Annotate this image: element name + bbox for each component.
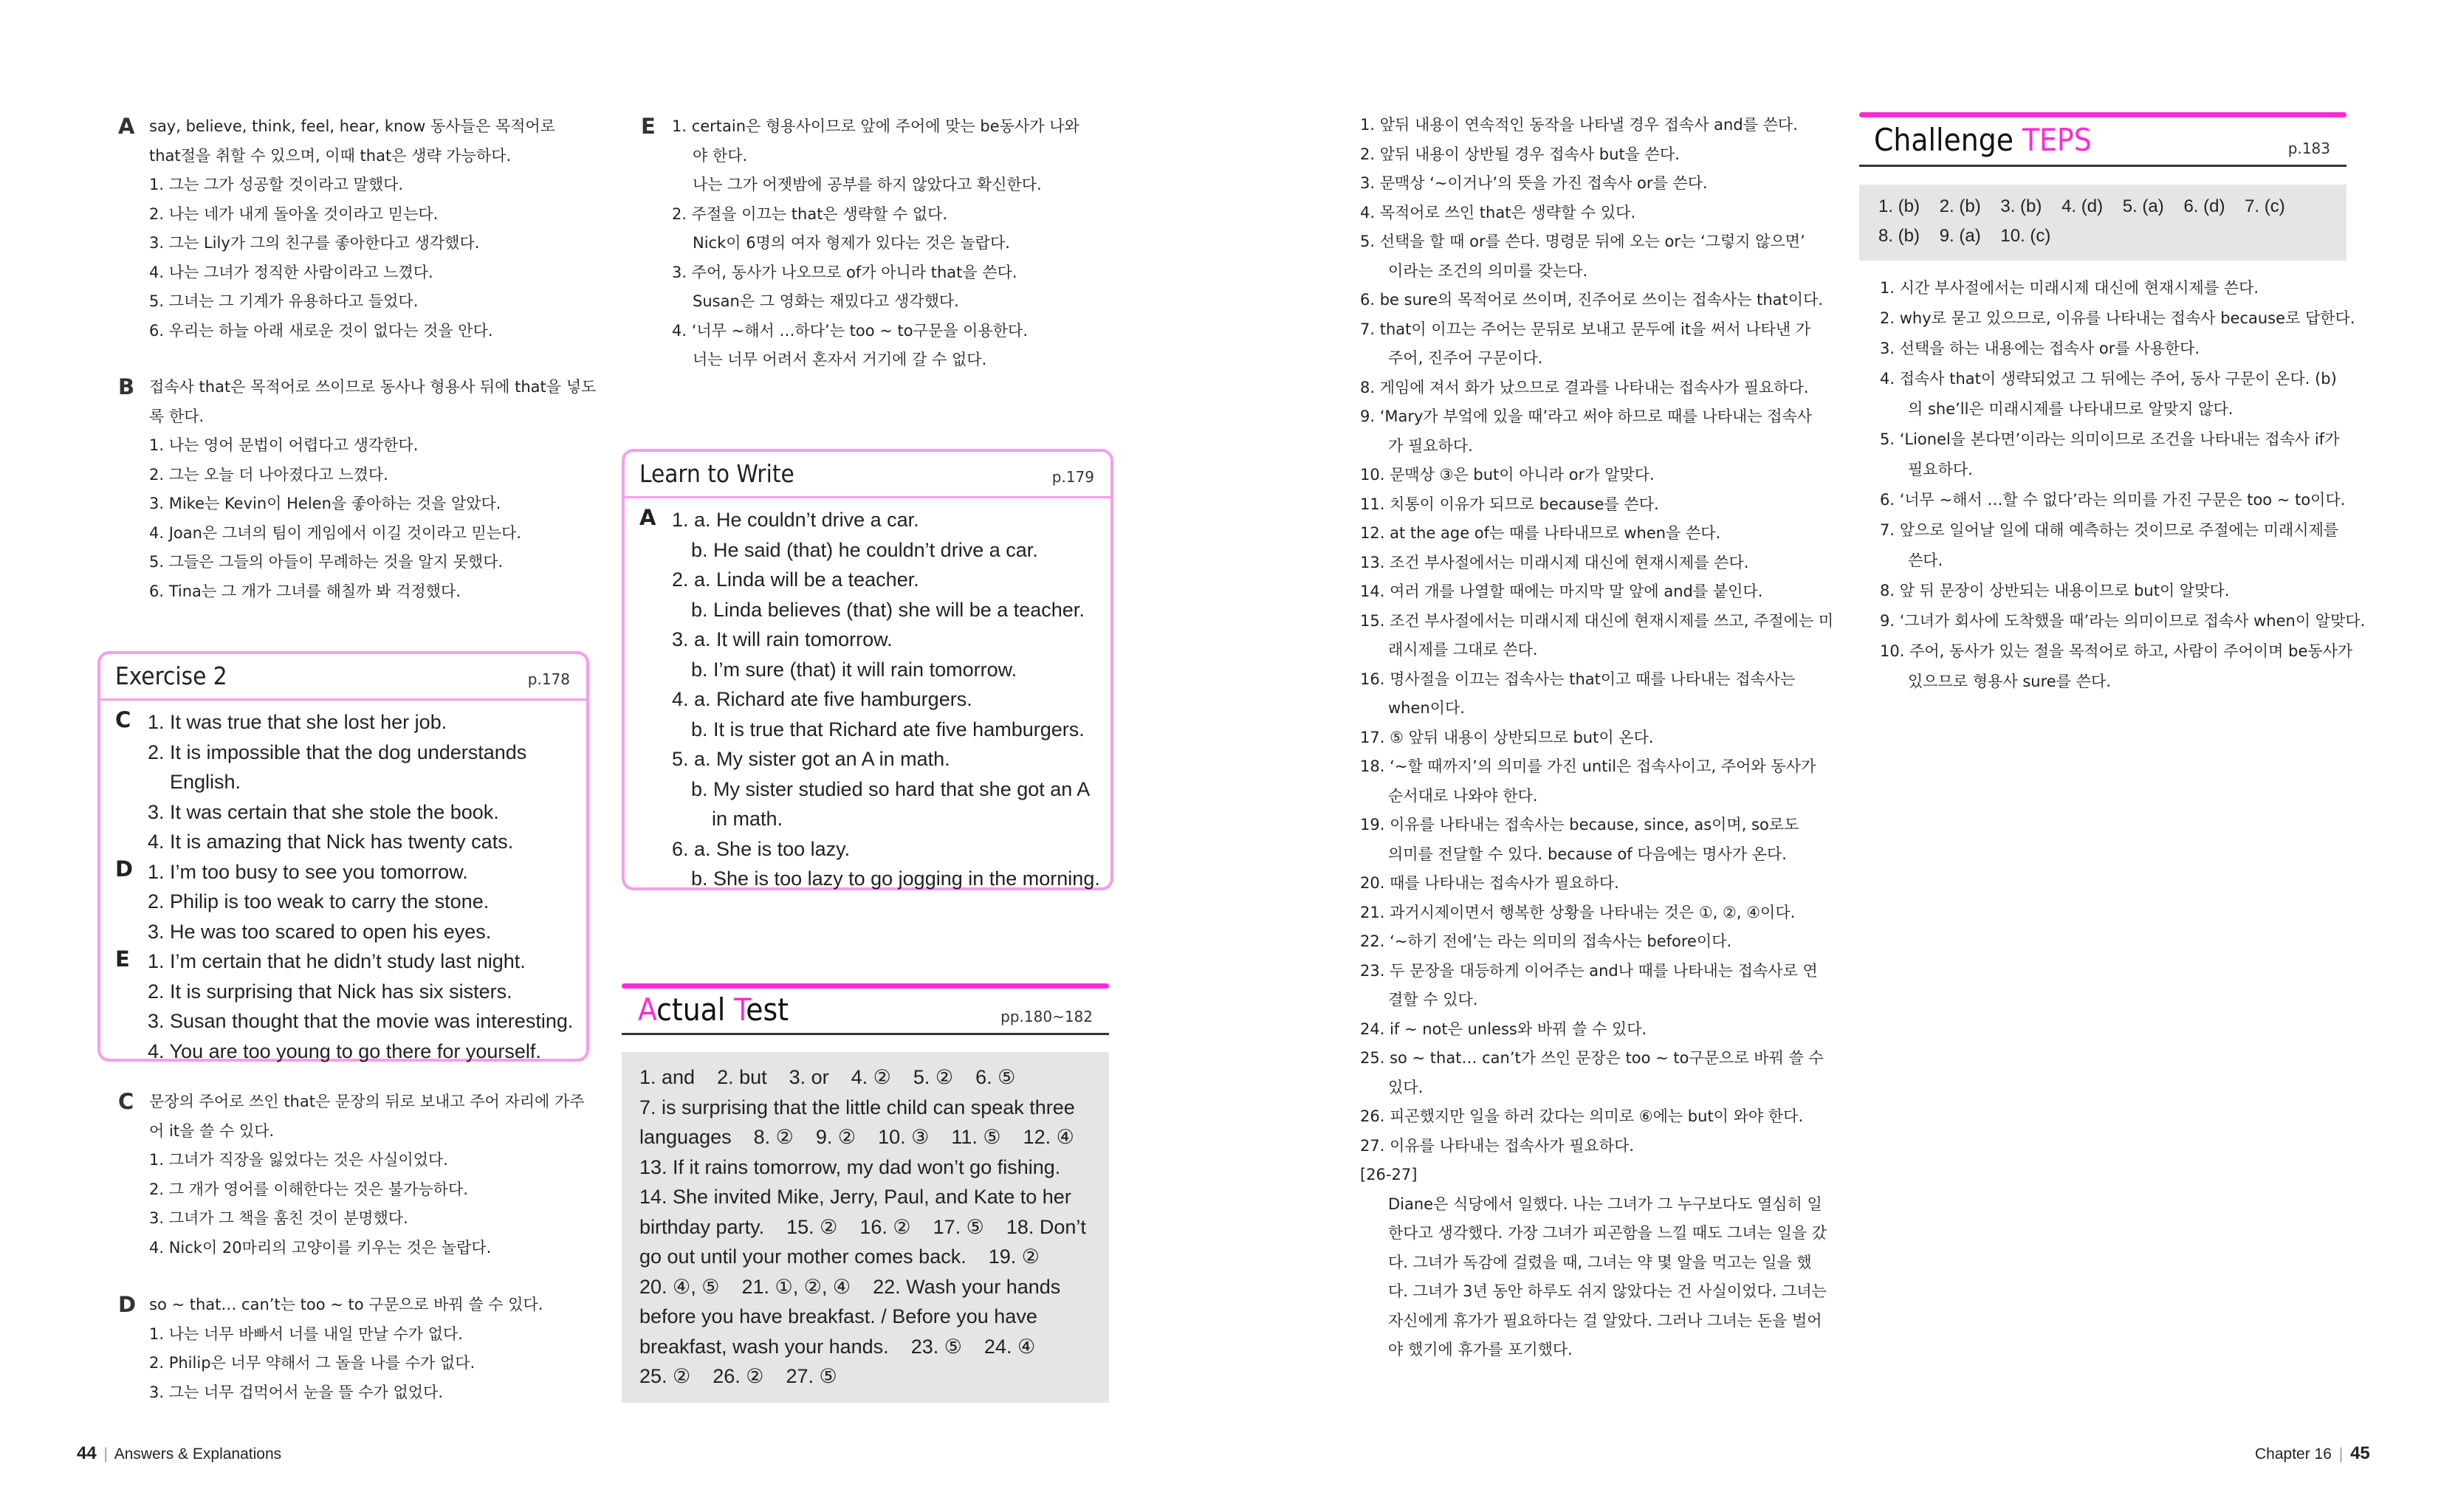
explanation-line: 7. 앞으로 일어날 일에 대해 예측하는 것이므로 주절에는 미래시제를 [1880, 521, 2339, 539]
explanation-line: 23. 두 문장을 대등하게 이어주는 and나 때를 나타내는 접속사로 연 [1360, 961, 1818, 980]
answer-line: 4. It is amazing that Nick has twenty cats. [148, 831, 514, 853]
explanation-line: 한다고 생각했다. 가장 그녀가 피곤함을 느낄 때도 그녀는 일을 갔 [1388, 1224, 1827, 1242]
answer-line: b. I’m sure (that) it will rain tomorrow. [691, 658, 1017, 681]
text-line: 야 한다. [693, 146, 748, 165]
learn-to-write-box [622, 449, 1113, 890]
explanation-line: 8. 게임에 져서 화가 났으므로 결과를 나타내는 접속사가 필요하다. [1360, 378, 1809, 396]
answer-line: b. My sister studied so hard that she got an A [691, 777, 1091, 800]
answer-line: birthday party. 15. ② 16. ② 17. ⑤ 18. Don’t [639, 1215, 1086, 1238]
footer-text: Answers & Explanations [114, 1446, 282, 1463]
answer-line: 2. Philip is too weak to carry the stone. [148, 890, 490, 913]
section-label: A [639, 505, 656, 530]
challenge-explanations [1880, 273, 2366, 697]
explanation-line: 야 했기에 휴가를 포기했다. [1388, 1341, 1573, 1358]
explanation-line: 6. ‘너무 ~해서 …할 수 없다’라는 의미를 가진 구문은 too ~ to이다. [1880, 491, 2346, 509]
explanation-line: 있다. [1388, 1078, 1424, 1096]
explanation-line: 다. 그녀가 독감에 걸렸을 때, 그녀는 약 몇 알을 먹고는 일을 했 [1388, 1253, 1812, 1271]
answer-line: 4. Joan은 그녀의 팀이 게임에서 이길 것이라고 믿는다. [149, 523, 522, 542]
footer-divider: | [103, 1446, 109, 1463]
section-label: C [118, 1089, 134, 1114]
actual-test-answers [622, 1052, 1109, 1403]
explanation-line: 5. 선택을 할 때 or를 쓴다. 명령문 뒤에 오는 or는 ‘그렇지 않으면’ [1360, 233, 1805, 250]
explanation-line: 필요하다. [1908, 461, 1973, 478]
answer-row: 1. (b) 2. (b) 3. (b) 4. (d) 5. (a) 6. (d) 7. (c) [1878, 196, 2285, 216]
explanation-line: 26. 피곤했지만 일을 하러 갔다는 의미로 ⑥에는 but이 와야 한다. [1360, 1107, 1804, 1125]
explanation-line: 의 she’ll은 미래시제를 나타내므로 알맞지 않다. [1908, 400, 2234, 418]
answer-line: 1. 나는 영어 문법이 어렵다고 생각한다. [149, 436, 419, 454]
answer-line: 20. ④, ⑤ 21. ①, ②, ④ 22. Wash your hands [639, 1275, 1061, 1298]
explanation-line: 20. 때를 나타내는 접속사가 필요하다. [1360, 874, 1619, 892]
explanation-line: 7. that이 이끄는 주어는 문뒤로 보내고 문두에 it을 써서 나타낸 가 [1360, 320, 1811, 338]
explanation-line: 6. be sure의 목적어로 쓰이며, 진주어로 쓰이는 접속사는 that이다. [1360, 291, 1824, 309]
box-title: Exercise 2 [115, 662, 227, 690]
explanation-line: 3. 선택을 하는 내용에는 접속사 or를 사용한다. [1880, 340, 2200, 357]
explanation-line: 13. 조건 부사절에서는 미래시제 대신에 현재시제를 쓴다. [1360, 553, 1749, 571]
explanation-line: 주어, 진주어 구문이다. [1388, 349, 1543, 367]
explanation-line: 3. 문맥상 ‘~이거나’의 뜻을 가진 접속사 or를 쓴다. [1360, 174, 1708, 192]
explanation-line: 2. why로 묻고 있으므로, 이유를 나타내는 접속사 because로 답한다. [1880, 309, 2355, 327]
footer-divider: | [2338, 1446, 2344, 1463]
text-line: 어 it을 쓸 수 있다. [149, 1121, 275, 1140]
answer-line: 3. 그녀가 그 책을 훔친 것이 분명했다. [149, 1209, 408, 1227]
answer-line: 4. Nick이 20마리의 고양이를 키우는 것은 놀랍다. [149, 1238, 492, 1257]
accent-top-line [622, 983, 1109, 989]
text-line: 문장의 주어로 쓰인 that은 문장의 뒤로 보내고 주어 자리에 가주 [149, 1093, 585, 1110]
section-label: B [118, 374, 135, 399]
answer-line: 3. Mike는 Kevin이 Helen을 좋아하는 것을 알았다. [149, 495, 501, 512]
box-title: Learn to Write [639, 459, 794, 488]
answer-line: in math. [712, 808, 783, 830]
text-line: say, believe, think, feel, hear, know 동사들은 목적어로 [149, 117, 555, 135]
explanation-line: 8. 앞 뒤 문장이 상반되는 내용이므로 but이 알맞다. [1880, 582, 2230, 599]
answer-line: 3. a. It will rain tomorrow. [672, 628, 893, 650]
explanation-line: 1. 앞뒤 내용이 연속적인 동작을 나타낼 경우 접속사 and를 쓴다. [1360, 116, 1798, 134]
answer-line: 6. Tina는 그 개가 그녀를 해칠까 봐 걱정했다. [149, 582, 461, 600]
section-e-explanation [641, 112, 1113, 375]
actual-test-header [622, 989, 1109, 1035]
answer-line: 1. 나는 너무 바빠서 너를 내일 만날 수가 없다. [149, 1324, 463, 1343]
page-reference: p.179 [1051, 468, 1094, 486]
explanation-line: 자신에게 휴가가 필요하다는 걸 알았다. 그러나 그녀는 돈을 벌어 [1388, 1311, 1822, 1330]
explanation-line: 11. 치통이 이유가 되므로 because를 쓴다. [1360, 495, 1659, 513]
answer-line: 2. Philip은 너무 약해서 그 돌을 나를 수가 없다. [149, 1354, 476, 1372]
answer-line: 4. a. Richard ate five hamburgers. [672, 688, 972, 710]
answer-line: 3. 그는 Lily가 그의 친구를 좋아한다고 생각했다. [149, 234, 480, 252]
answer-line: 1. and 2. but 3. or 4. ② 5. ② 6. ⑤ [639, 1066, 1016, 1088]
explanation-line: 9. ‘그녀가 회사에 도착했을 때’라는 의미이므로 접속사 when이 알맞다. [1880, 612, 2366, 630]
section-label: A [118, 114, 135, 139]
answer-line: before you have breakfast. / Before you have [639, 1305, 1037, 1327]
answer-line: 2. 나는 네가 내게 돌아올 것이라고 믿는다. [149, 205, 439, 223]
box-header [100, 654, 586, 701]
answer-line: 1. It was true that she lost her job. [148, 711, 447, 733]
explanation-line: 10. 문맥상 ③은 but이 아니라 or가 알맞다. [1360, 466, 1655, 484]
text-line: 4. ‘너무 ~해서 …하다’는 too ~ to구문을 이용한다. [672, 321, 1028, 340]
answer-line: 7. is surprising that the little child can speak three [639, 1096, 1075, 1118]
answer-line: go out until your mother comes back. 19. ② [639, 1245, 1040, 1268]
answer-line: 2. It is impossible that the dog understands [148, 740, 527, 763]
challenge-header [1859, 117, 2346, 167]
answer-line: breakfast, wash your hands. 23. ⑤ 24. ④ [639, 1335, 1036, 1358]
explanation-line: Diane은 식당에서 일했다. 나는 그녀가 그 누구보다도 열심히 일 [1388, 1195, 1822, 1213]
page-reference: p.178 [527, 670, 570, 688]
text-line: 1. certain은 형용사이므로 앞에 주어에 맞는 be동사가 나와 [672, 117, 1079, 135]
answer-line: 5. a. My sister got an A in math. [672, 748, 950, 770]
explanation-line: 22. ‘~하기 전에’는 라는 의미의 접속사는 before이다. [1360, 932, 1732, 950]
answer-row: 8. (b) 9. (a) 10. (c) [1878, 226, 2051, 246]
explanation-line: 15. 조건 부사절에서는 미래시제 대신에 현재시제를 쓰고, 주절에는 미 [1360, 611, 1834, 630]
right-footer [2255, 1443, 2370, 1464]
text-line: that절을 취할 수 있으며, 이때 that은 생략 가능하다. [149, 146, 512, 165]
translation-line: Nick이 6명의 여자 형제가 있다는 것은 놀랍다. [693, 234, 1010, 252]
answer-line: 13. If it rains tomorrow, my dad won’t go fishing. [639, 1155, 1061, 1178]
section-d-explanation [118, 1291, 591, 1407]
section-label: E [115, 946, 130, 972]
explanation-line: [26-27] [1360, 1166, 1418, 1183]
answer-line: b. It is true that Richard ate five hamburgers. [691, 718, 1085, 740]
section-b-explanation [118, 373, 597, 606]
answer-line: 6. 우리는 하늘 아래 새로운 것이 없다는 것을 안다. [149, 321, 493, 340]
translation-line: Susan은 그 영화는 재밌다고 생각했다. [693, 292, 959, 310]
explanation-line: when이다. [1388, 699, 1465, 717]
answer-line: 6. a. She is too lazy. [672, 837, 851, 860]
explanation-line: 다. 그녀가 3년 동안 하루도 쉬지 않았다는 건 사실이었다. 그녀는 [1388, 1282, 1827, 1300]
answer-line: 14. She invited Mike, Jerry, Paul, and Kate to her [639, 1186, 1071, 1208]
translation-line: 너는 너무 어려서 혼자서 거기에 갈 수 없다. [693, 351, 987, 368]
explanation-line: 있으므로 형용사 sure를 쓴다. [1908, 673, 2111, 690]
page-reference: pp.180~182 [1000, 1008, 1093, 1025]
answer-line: b. He said (that) he couldn’t drive a car. [691, 538, 1038, 561]
left-footer [77, 1443, 281, 1464]
answer-line: 1. 그는 그가 성공할 것이라고 말했다. [149, 176, 404, 193]
answer-line: 1. I’m too busy to see you tomorrow. [148, 860, 468, 883]
answer-line: 5. 그녀는 그 기계가 유용하다고 들었다. [149, 292, 419, 310]
answer-line: languages 8. ② 9. ② 10. ③ 11. ⑤ 12. ④ [639, 1126, 1074, 1148]
answer-line: b. Linda believes (that) she will be a teacher. [691, 598, 1085, 621]
section-c-explanation [118, 1087, 591, 1262]
section-title: Actual Test [638, 992, 789, 1028]
page-number: 45 [2350, 1443, 2370, 1463]
section-label: D [115, 856, 134, 882]
explanation-line: 의미를 전달할 수 있다. because of 다음에는 명사가 온다. [1388, 845, 1787, 863]
explanation-line: 10. 주어, 동사가 있는 절을 목적어로 하고, 사람이 주어이며 be동사가 [1880, 642, 2353, 660]
text-line: 록 한다. [149, 407, 205, 425]
explanation-line: 5. ‘Lionel을 본다면’이라는 의미이므로 조건을 나타내는 접속사 if가 [1880, 430, 2340, 448]
explanation-line: 순서대로 나와야 한다. [1388, 786, 1538, 805]
exercise-2-box [97, 651, 589, 1062]
answer-line: 1. a. He couldn’t drive a car. [672, 509, 919, 531]
answer-line: 2. 그는 오늘 더 나아졌다고 느꼈다. [149, 465, 388, 484]
answer-line: 1. 그녀가 직장을 잃었다는 것은 사실이었다. [149, 1151, 448, 1169]
answer-line: 4. You are too young to go there for yourself. [148, 1040, 541, 1062]
answer-line: English. [170, 771, 241, 793]
page-number: 44 [77, 1443, 97, 1463]
answer-line: 2. 그 개가 영어를 이해한다는 것은 불가능하다. [149, 1180, 468, 1198]
answer-line: 25. ② 26. ② 27. ⑤ [639, 1365, 837, 1387]
answer-line: 3. It was certain that she stole the book. [148, 800, 499, 823]
actual-test-explanations [1360, 111, 1833, 1365]
explanation-line: 17. ⑤ 앞뒤 내용이 상반되므로 but이 온다. [1360, 728, 1654, 746]
explanation-line: 쓴다. [1908, 551, 1943, 569]
translation-line: 나는 그가 어젯밤에 공부를 하지 않았다고 확신한다. [693, 176, 1042, 193]
answer-line: 3. Susan thought that the movie was interesting. [148, 1010, 574, 1032]
answer-line: b. She is too lazy to go jogging in the morning. [691, 867, 1100, 890]
answer-line: 3. 그는 너무 겁먹어서 눈을 뜰 수가 없었다. [149, 1383, 444, 1401]
section-label: E [641, 114, 656, 139]
section-title: Challenge TEPS [1874, 122, 2092, 158]
explanation-line: 래시제를 그대로 쓴다. [1388, 641, 1538, 659]
challenge-answers [1859, 185, 2346, 261]
box-header [625, 452, 1110, 498]
explanation-line: 2. 앞뒤 내용이 상반될 경우 접속사 but을 쓴다. [1360, 145, 1680, 163]
explanation-line: 9. ‘Mary가 부엌에 있을 때’라고 써야 하므로 때를 나타내는 접속사 [1360, 408, 1813, 425]
section-a-explanation [118, 112, 591, 346]
answer-line: 2. It is surprising that Nick has six sisters. [148, 980, 512, 1003]
explanation-line: 가 필요하다. [1388, 436, 1473, 455]
text-line: 접속사 that은 목적어로 쓰이므로 동사나 형용사 뒤에 that을 넣도 [149, 378, 597, 396]
explanation-line: 27. 이유를 나타내는 접속사가 필요하다. [1360, 1136, 1635, 1155]
explanation-line: 24. if ~ not은 unless와 바꿔 쓸 수 있다. [1360, 1020, 1647, 1038]
explanation-line: 4. 목적어로 쓰인 that은 생략할 수 있다. [1360, 203, 1636, 221]
section-label: C [115, 707, 131, 732]
explanation-line: 4. 접속사 that이 생략되었고 그 뒤에는 주어, 동사 구문이 온다. (b) [1880, 370, 2337, 388]
footer-text: Chapter 16 [2255, 1446, 2332, 1463]
explanation-line: 16. 명사절을 이끄는 접속사는 that이고 때를 나타내는 접속사는 [1360, 670, 1796, 688]
accent-top-line [1859, 112, 2346, 117]
answer-line: 4. 나는 그녀가 정직한 사람이라고 느꼈다. [149, 263, 433, 281]
explanation-line: 14. 여러 개를 나열할 때에는 마지막 말 앞에 and를 붙인다. [1360, 583, 1763, 600]
text-line: so ~ that… can’t는 too ~ to 구문으로 바꿔 쓸 수 있다. [149, 1296, 543, 1313]
text-line: 2. 주절을 이끄는 that은 생략할 수 없다. [672, 205, 948, 223]
explanation-line: 결할 수 있다. [1388, 991, 1478, 1008]
explanation-line: 25. so ~ that… can’t가 쓰인 문장은 too ~ to구문으로 바꿔 쓸 수 [1360, 1049, 1824, 1067]
explanation-line: 18. ‘~할 때까지’의 의미를 가진 until은 접속사이고, 주어와 동사가 [1360, 757, 1816, 775]
answer-line: 3. He was too scared to open his eyes. [148, 920, 492, 943]
answer-line: 5. 그들은 그들의 아들이 무례하는 것을 알지 못했다. [149, 553, 504, 571]
explanation-line: 이라는 조건의 의미를 갖는다. [1388, 261, 1588, 280]
page-reference: p.183 [2287, 140, 2330, 157]
section-label: D [118, 1292, 137, 1317]
answer-line: 1. I’m certain that he didn’t study last night. [148, 950, 526, 972]
answer-line: 2. a. Linda will be a teacher. [672, 568, 919, 591]
explanation-line: 19. 이유를 나타내는 접속사는 because, since, as이며, so로도 [1360, 816, 1799, 834]
explanation-line: 12. at the age of는 때를 나타내므로 when을 쓴다. [1360, 524, 1721, 542]
explanation-line: 21. 과거시제이면서 행복한 상황을 나타내는 것은 ①, ②, ④이다. [1360, 903, 1796, 921]
explanation-line: 1. 시간 부사절에서는 미래시제 대신에 현재시제를 쓴다. [1880, 279, 2259, 297]
text-line: 3. 주어, 동사가 나오므로 of가 아니라 that을 쓴다. [672, 263, 1017, 281]
